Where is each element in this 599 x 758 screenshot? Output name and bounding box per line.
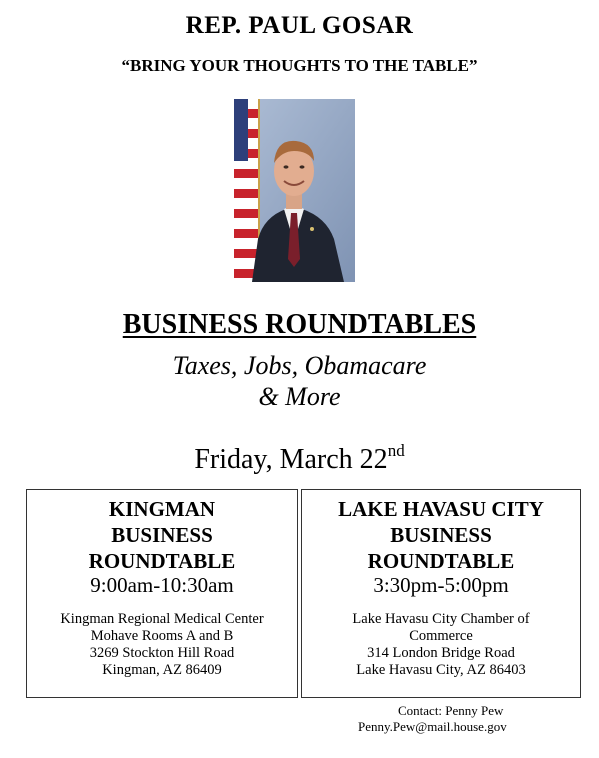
address-line: Mohave Rooms A and B [90, 628, 234, 644]
session-title-line: KINGMAN [108, 497, 216, 521]
address-line: Lake Havasu City, AZ 86403 [356, 662, 526, 678]
session-time: 3:30pm-5:00pm [373, 573, 509, 597]
session-title-line: BUSINESS [390, 523, 492, 547]
portrait-photo [234, 99, 355, 282]
event-heading-text: BUSINESS ROUNDTABLES [122, 309, 477, 340]
event-date-suffix: nd [387, 441, 405, 460]
session-title-line: LAKE HAVASU CITY [338, 497, 544, 521]
contact-name: Contact: Penny Pew [398, 703, 504, 718]
session-title [302, 496, 580, 574]
session-title-line: BUSINESS [111, 523, 213, 547]
session-box-lake-havasu [301, 489, 581, 698]
address-line: Commerce [409, 628, 473, 644]
session-box-kingman [26, 489, 298, 698]
slogan: “BRING YOUR THOUGHTS TO THE TABLE” [121, 56, 478, 75]
address-line: 314 London Bridge Road [367, 645, 515, 661]
portrait-illustration [234, 99, 355, 282]
session-address [27, 611, 297, 679]
session-title-line: ROUNDTABLE [88, 549, 236, 573]
session-title [27, 496, 297, 574]
session-address [302, 611, 580, 679]
address-line: Kingman, AZ 86409 [102, 662, 222, 678]
address-line: Kingman Regional Medical Center [60, 611, 264, 627]
session-title-line: ROUNDTABLE [367, 549, 515, 573]
address-line: Lake Havasu City Chamber of [352, 611, 530, 627]
session-time: 9:00am-10:30am [90, 573, 234, 597]
event-date-main: Friday, March 22 [194, 444, 388, 475]
page-title: REP. PAUL GOSAR [185, 12, 414, 39]
address-line: 3269 Stockton Hill Road [89, 645, 235, 661]
topics-line-1: Taxes, Jobs, Obamacare [172, 351, 427, 380]
contact-email[interactable]: Penny.Pew@mail.house.gov [358, 719, 507, 734]
event-date [0, 441, 599, 476]
event-heading [0, 309, 599, 341]
topics-line-2: & More [258, 382, 341, 411]
